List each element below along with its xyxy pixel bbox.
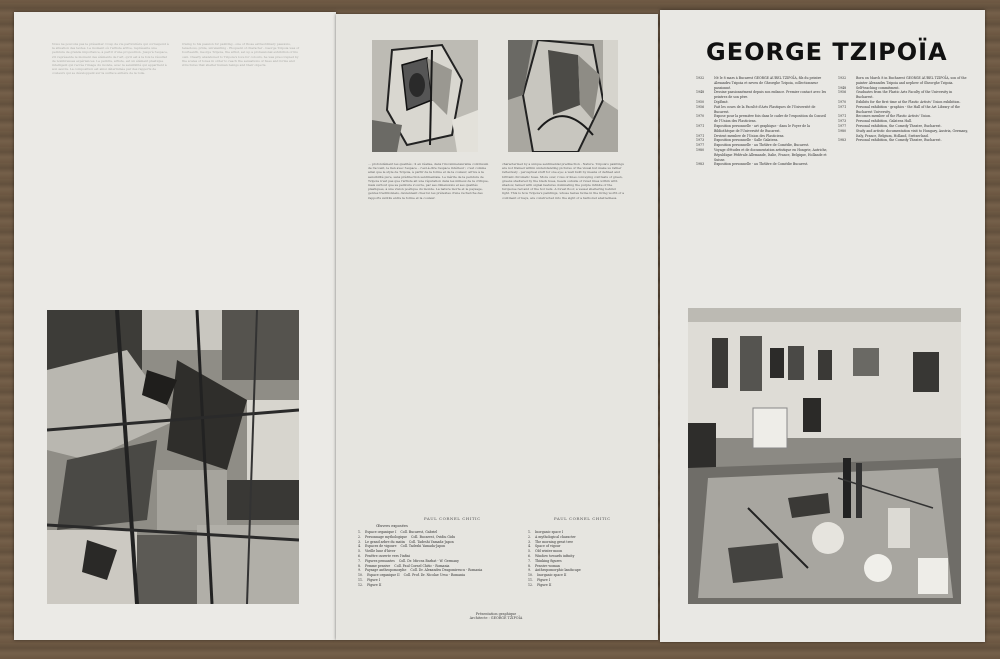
works-list-header: Œuvres exposées — [376, 524, 408, 528]
work-number: 1. — [528, 530, 532, 534]
work-number: 9. — [528, 568, 532, 573]
chronology-text: Diplômé. — [714, 99, 729, 104]
work-owner: Coll. Dr. Alexandru Dragomirescu - Romania — [410, 568, 483, 573]
work-title: Window towards infinity — [535, 553, 575, 558]
chronology-text: Voyage d'études et de documentation artistique en Hongrie, Autriche, République Fédérale Allemande, Italie, France, Belgique, Hollande et Suisse. — [714, 147, 828, 162]
work-number: 7. — [358, 558, 362, 563]
works-list-french — [358, 530, 520, 588]
chronology-year: 1970 — [696, 114, 705, 119]
work-title: Figure II — [537, 582, 552, 587]
chronology-entry — [696, 90, 828, 100]
author-credit-left: PAUL CORNEL CHITIC — [424, 516, 481, 521]
work-title: Thinking figures — [535, 558, 562, 563]
works-list-item — [528, 583, 638, 588]
work-owner: Coll. Tadeshi Yamada-Japon — [400, 544, 446, 549]
chronology-text: Exposition personnelle - art graphique - dans le Foyer de la Bibliothèque de l'Université de Bucarest. — [714, 123, 811, 133]
chronology-year: 1956 — [838, 90, 847, 95]
graphic-credit-line-1: Présentation graphique — [475, 612, 517, 616]
graphic-credit — [436, 612, 556, 620]
chronology-year: 1971 — [696, 123, 705, 128]
work-number: 8. — [358, 563, 362, 568]
chronology-year: 1971 — [696, 133, 705, 138]
text-column-english: characterized by a unique sentimental predilection - Nature. Tzipoia's paintings are not framed within understanding pictures of the visual but make us rather reflexively - perceptual stuff for one eye; a wall built by means of defined and brittant chromatic hues. More over, rows of lines conveying contrasts of green, greens sheltered by the black hues, heads outside of ruled lines within with shadow, tamed with signal features dominating the purple infinite of the turquoise red and of the hot reds. A forest floor, a vessel sheltering behind light. This is how Tzipoia's paintings, whose tastes twine in the living worth of a continent of bays, are constructed into the sight of a harbored abettedness. — [502, 162, 624, 200]
works-list-english — [528, 530, 638, 588]
work-owner: Coll. Tadeshi Yamada-Japon — [408, 539, 454, 544]
chronology-text: Graduates from the Plastic Arts Faculty of the University in Bucharest. — [856, 90, 953, 100]
chronology-entry — [838, 129, 970, 139]
work-title: Inorganic space I — [535, 530, 564, 534]
chronology-text: Born on March 8 in Bucharest GEORGE AUREL TZIPOÏA, son of the painter Alexandru Tzipoia and nephew of Gheorghe Tzipoia. — [856, 76, 967, 85]
work-number: 3. — [528, 539, 532, 544]
work-number: 5. — [528, 549, 532, 554]
chronology-text: Personal exhibition, the Comedy Theatre, Bucharest. — [856, 123, 942, 128]
work-owner: Coll. Dr. Mircea Barbat - W. Germany — [398, 558, 459, 563]
chronology-entry — [838, 138, 970, 143]
work-number: 2. — [358, 534, 362, 539]
work-title: Figures pensantes — [365, 558, 395, 563]
chronology-text: Personal exhibition, the Comedy Theatre, Bucharest. — [856, 138, 942, 143]
work-number: 8. — [528, 563, 532, 568]
brochure-left-panel — [14, 12, 336, 640]
work-number: 7. — [528, 558, 532, 563]
chronology-text: Self-teaching commitment. — [856, 85, 900, 90]
chronology-year: 1983 — [838, 138, 847, 143]
chronology-text: Becomes member of the Plastic Artists' Union. — [856, 114, 932, 119]
chronology-entry — [696, 76, 828, 90]
work-number: 9. — [358, 568, 362, 573]
chronology-text: Personal exhibition - graphics - the Hall of the Art Library of the Bucharest University. — [856, 104, 960, 114]
work-title: Le grand arbre du matin — [365, 539, 405, 544]
brochure-right-panel — [660, 10, 985, 642]
chronology-text: Fait les cours de la Faculté d'Arts Plastiques de l'Université de Bucarest. — [714, 104, 816, 114]
chronology-text: Dessine passionnément depuis son enfance. Premier contact avec les peintres de son père. — [714, 90, 827, 100]
author-credit-right: PAUL CORNEL CHITIC — [554, 516, 611, 521]
graphic-credit-line-2: Architecte : GEORGE TZIPOÏA — [469, 616, 523, 620]
chronology-year: 1977 — [696, 143, 705, 148]
work-title: Espaces de vigoure — [365, 544, 397, 549]
cubist-head-painting — [372, 40, 478, 152]
cubist-figure-painting — [508, 40, 618, 152]
chronology-entry — [696, 124, 828, 134]
chronology-year: 1980 — [838, 128, 847, 133]
chronology-year: 1977 — [838, 123, 847, 128]
work-title: Espace organique I — [365, 530, 397, 534]
chronology-text: Devient membre de l'Union des Plasticiens. — [714, 133, 785, 138]
chronology-entry — [838, 105, 970, 115]
abstract-architectural-painting — [47, 310, 299, 604]
work-title: Figure I — [537, 577, 551, 582]
text-column-b: Owing to his passion for painting - one of those extraordinary passions, tenacious, pride, unrelenting - Eloquent of character - George Tzipoia was of fourteenth, George Tzipoia, the artist, set up a professional exhibition of his own. Clearly abandoned to Tzipoia's love for colours, he was preoccupied by the scales of tones in order to reach the sensations of hues and forms and structures that shelter human beings and their objects. — [182, 42, 300, 68]
chronology-french — [696, 76, 828, 167]
chronology-year: 1983 — [696, 162, 705, 167]
chronology-text: Exposition personnelle - au Théâtre de Comédie, Bucarest. — [714, 143, 810, 148]
work-title: Personnage mythologique — [365, 534, 408, 539]
work-number: 5. — [358, 549, 362, 554]
chronology-year: 1973 — [696, 138, 705, 143]
work-number: 6. — [358, 553, 362, 558]
text-column-french: ... profondément les qualités ; il en réalise, dans l'incommensurable continuum de l'accent, le lien avec l'espace - c'est-à-dire l'espace intérieur ; c'est comme ainsi que le style de Tzipoia, à partir de la forme et de la couleur, arrive à la sensibilité pure, sans prédilection sentimentale. Le mérite de la peinture de Tzipoia n'est pas que l'artiste ait une réputation dans les milieux de la critique, mais surtout que sa peinture s'ouvre, par ses dimensions et ses qualités plastiques, à une vision poétique du monde. La nature morte et le paysage, genres traditionnels, deviennent chez lui les prétextes d'une recherche des rapports subtils entre la forme et la couleur. — [368, 162, 489, 200]
chronology-text: Personal exhibition, Galateea Hall. — [856, 119, 913, 124]
work-title: Space of vigour — [535, 544, 561, 549]
work-number: 3. — [358, 539, 362, 544]
work-title: Inorganic space II — [537, 573, 567, 578]
work-title: Old winter moon — [535, 549, 563, 554]
work-number: 4. — [528, 544, 532, 549]
chronology-entry — [696, 114, 828, 124]
work-owner: Coll. Paul Cornel Chitic - Romania — [394, 563, 450, 568]
chronology-text: Exposition personnelle - au Théâtre de Comédie Bucarest. — [714, 162, 809, 167]
chronology-text: Exhibits for the first time at the Plastic Artists' Union exhibition. — [856, 99, 961, 104]
work-number: 10. — [528, 573, 534, 578]
work-number: 6. — [528, 553, 532, 558]
artist-studio-photograph — [688, 308, 961, 604]
work-owner: Coll. Prof. Dr. Nicolae Ursu - Romania — [403, 573, 466, 578]
work-title: Anthropomorphic landscape — [535, 568, 581, 573]
work-number: 2. — [528, 534, 532, 539]
chronology-entry — [696, 148, 828, 162]
chronology-year: 1948 — [696, 90, 705, 95]
work-number: 11. — [528, 577, 534, 582]
work-owner: Coll. Bucarest, Ovidiu Gidu — [411, 534, 456, 539]
work-title: Fenêtre ouverte vers l'infini — [365, 553, 411, 558]
chronology-year: 1932 — [696, 76, 705, 80]
work-title: A mythological character — [535, 534, 576, 539]
work-number: 10. — [358, 573, 364, 578]
chronology-entry — [696, 105, 828, 115]
work-title: Femme pensive — [365, 563, 391, 568]
work-number: 11. — [358, 577, 364, 582]
work-number: 4. — [358, 544, 362, 549]
works-list-item — [358, 583, 520, 588]
chronology-year: 1932 — [838, 76, 847, 80]
work-title: Vieille lune d'hiver — [365, 549, 396, 554]
brochure-middle-panel — [336, 14, 658, 640]
chronology-year: 1948 — [838, 85, 847, 90]
chronology-year: 1956 — [696, 104, 705, 109]
work-owner: Coll. Bucarest, Gabriel — [400, 530, 438, 534]
chronology-text: Expose pour la première fois dans le cadre de l'exposition du Conseil de l'Union des Plasticiens. — [714, 114, 826, 124]
text-column-a: Nous ne pouvons pas le présenter. Coup de vie particulière qui correspond à la situation des textes. Le moment où l'artiste arrive, représente une peinture de grande importance, à partir d'une proposition. Jusqu'à l'espace, s'il représente le moment des éléments de l'art, qu'il est à la fois le résultat de nombreuses expériences. Le peintre, artiste, est un élément plastique intelligent qui recrée l'image du monde, avec la sensibilité qui appartient à son œuvre. La composition est ainsi déterminée par des rapports de couleurs qui se développent sur la surface entière de la toile. — [52, 42, 169, 76]
work-title: Figure II — [367, 582, 382, 587]
chronology-entry — [838, 76, 970, 86]
chronology-year: 1971 — [838, 104, 847, 109]
work-title: Paysage anthropomorphe — [365, 568, 407, 573]
chronology-year: 1971 — [838, 114, 847, 119]
chronology-year: 1980 — [696, 147, 705, 152]
chronology-year: 1970 — [838, 99, 847, 104]
chronology-text: Exposition personnelle - Salle Galateea. — [714, 138, 779, 143]
work-number: 12. — [358, 582, 364, 587]
work-title: Pensive woman — [535, 563, 560, 568]
chronology-text: Study and artistic documentation visit to Hungary, Austria, Germany, Italy, France, Belgium, Holland, Switzerland. — [856, 128, 968, 138]
work-title: Espace organique II — [367, 573, 400, 578]
chronology-entry — [838, 90, 970, 100]
chronology-entry — [696, 162, 828, 167]
work-title: The morning great tree — [535, 539, 573, 544]
artist-name-title: GEORGE TZIPOÏA — [706, 38, 948, 66]
work-number: 1. — [358, 530, 362, 534]
chronology-year: 1973 — [838, 119, 847, 124]
work-title: Figure I — [367, 577, 381, 582]
chronology-text: Né le 8 mars à Bucarest GEORGE AUREL TZIPOÏA, fils du peintre Alexandru Tzipoia et neveu de Gheorghe Tzipoia, collectionneur passionné. — [714, 76, 822, 90]
work-number: 12. — [528, 582, 534, 587]
chronology-year: 1950 — [696, 99, 705, 104]
chronology-english — [838, 76, 970, 143]
